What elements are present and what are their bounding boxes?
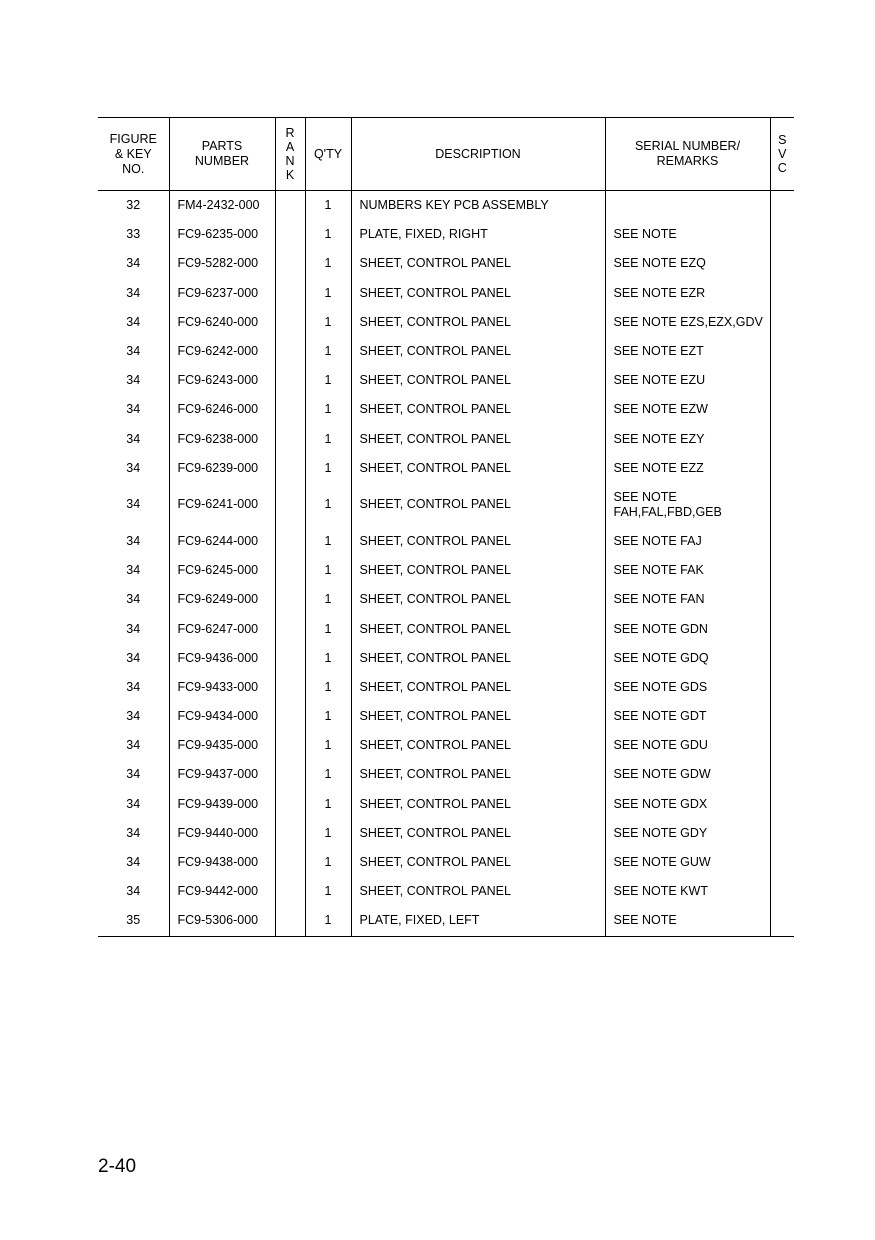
svc-cell xyxy=(770,760,794,789)
qty-cell: 1 xyxy=(305,191,351,221)
table-row xyxy=(98,249,794,278)
table-row xyxy=(98,877,794,906)
figure-key-cell: 35 xyxy=(98,906,169,936)
figure-key-cell: 34 xyxy=(126,650,141,665)
remarks-line: SEE NOTE GDU xyxy=(613,738,708,753)
remarks-line: SEE NOTE xyxy=(613,489,677,504)
rank-cell xyxy=(275,790,305,819)
remarks-cell xyxy=(605,877,770,906)
figure-key-cell: 34 xyxy=(126,855,141,870)
table-row xyxy=(98,614,794,643)
figure-key-cell: 34 xyxy=(126,825,141,840)
header-line: & KEY xyxy=(114,146,152,161)
remarks-line: SEE NOTE EZR xyxy=(613,285,706,300)
description-cell: SHEET, CONTROL PANEL xyxy=(351,585,605,614)
rank-cell xyxy=(275,819,305,848)
remarks-cell xyxy=(605,527,770,556)
figure-key-cell: 34 xyxy=(126,884,141,899)
description-cell: SHEET, CONTROL PANEL xyxy=(351,614,605,643)
svc-cell xyxy=(770,848,794,877)
part-number-cell: FC9-9442-000 xyxy=(169,877,275,906)
table-row xyxy=(98,673,794,702)
qty-cell: 1 xyxy=(305,366,351,395)
figure-key-cell: 34 xyxy=(126,344,141,359)
remarks-line: SEE NOTE GDN xyxy=(613,621,708,636)
qty-cell: 1 xyxy=(305,585,351,614)
table-row xyxy=(98,644,794,673)
remarks-line: SEE NOTE GDS xyxy=(613,679,708,694)
part-number-cell: FC9-6246-000 xyxy=(169,395,275,424)
remarks-line: SEE NOTE xyxy=(613,227,677,242)
remarks-cell xyxy=(605,644,770,673)
svc-cell xyxy=(770,191,794,221)
remarks-cell xyxy=(605,760,770,789)
header-serial-remarks xyxy=(605,118,770,191)
header-svc xyxy=(770,118,794,191)
svc-cell xyxy=(770,279,794,308)
rank-cell xyxy=(275,191,305,221)
description-cell: SHEET, CONTROL PANEL xyxy=(351,249,605,278)
table-row xyxy=(98,454,794,483)
figure-key-cell: 34 xyxy=(126,373,141,388)
table-header xyxy=(98,118,794,191)
figure-key-cell: 34 xyxy=(126,621,141,636)
remarks-line: SEE NOTE EZU xyxy=(613,373,706,388)
header-line: A xyxy=(285,140,295,154)
remarks-line: SEE NOTE EZS,EZX,GDV xyxy=(613,314,763,329)
table-row xyxy=(98,760,794,789)
part-number-cell: FC9-9435-000 xyxy=(169,731,275,760)
header-line: S xyxy=(778,133,787,147)
remarks-line: SEE NOTE EZZ xyxy=(613,460,704,475)
rank-cell xyxy=(275,848,305,877)
part-number-cell: FC9-6238-000 xyxy=(169,425,275,454)
description-cell: SHEET, CONTROL PANEL xyxy=(351,366,605,395)
table-row xyxy=(98,731,794,760)
remarks-cell xyxy=(605,425,770,454)
remarks-line: SEE NOTE GDY xyxy=(613,825,708,840)
description-cell: SHEET, CONTROL PANEL xyxy=(351,644,605,673)
qty-cell: 1 xyxy=(305,556,351,585)
header-line: FIGURE xyxy=(109,131,157,146)
remarks-cell xyxy=(605,366,770,395)
figure-key-cell: 34 xyxy=(126,738,141,753)
svc-cell xyxy=(770,483,794,527)
svc-cell xyxy=(770,644,794,673)
figure-key-cell: 34 xyxy=(126,402,141,417)
remarks-cell xyxy=(605,483,770,527)
remarks-cell xyxy=(605,585,770,614)
part-number-cell: FC9-9433-000 xyxy=(169,673,275,702)
table-row xyxy=(98,220,794,249)
part-number-cell: FC9-6244-000 xyxy=(169,527,275,556)
description-cell: SHEET, CONTROL PANEL xyxy=(351,279,605,308)
rank-cell xyxy=(275,425,305,454)
description-cell: SHEET, CONTROL PANEL xyxy=(351,702,605,731)
table-row xyxy=(98,848,794,877)
part-number-cell: FC9-6240-000 xyxy=(169,308,275,337)
header-parts-number xyxy=(169,118,275,191)
svc-cell xyxy=(770,585,794,614)
header-qty: Q'TY xyxy=(305,118,351,191)
remarks-line: SEE NOTE FAN xyxy=(613,592,705,607)
header-line: R xyxy=(285,126,295,140)
table-row xyxy=(98,425,794,454)
remarks-cell xyxy=(605,906,770,936)
svc-cell xyxy=(770,527,794,556)
part-number-cell: FC9-5282-000 xyxy=(169,249,275,278)
table-row xyxy=(98,279,794,308)
figure-key-cell: 34 xyxy=(126,256,141,271)
qty-cell: 1 xyxy=(305,337,351,366)
header-line: PARTS xyxy=(201,139,243,153)
svc-cell xyxy=(770,673,794,702)
figure-key-cell: 34 xyxy=(126,563,141,578)
qty-cell: 1 xyxy=(305,819,351,848)
qty-cell: 1 xyxy=(305,702,351,731)
description-cell: SHEET, CONTROL PANEL xyxy=(351,760,605,789)
rank-cell xyxy=(275,644,305,673)
rank-cell xyxy=(275,614,305,643)
qty-cell: 1 xyxy=(305,760,351,789)
description-cell: SHEET, CONTROL PANEL xyxy=(351,790,605,819)
rank-cell xyxy=(275,906,305,936)
table-row xyxy=(98,308,794,337)
qty-cell: 1 xyxy=(305,673,351,702)
table-row xyxy=(98,556,794,585)
figure-key-cell: 34 xyxy=(126,679,141,694)
svc-cell xyxy=(770,906,794,936)
remarks-cell xyxy=(605,731,770,760)
qty-cell: 1 xyxy=(305,731,351,760)
header-row xyxy=(98,118,794,191)
description-cell: SHEET, CONTROL PANEL xyxy=(351,395,605,424)
remarks-cell xyxy=(605,556,770,585)
page-number: 2-40 xyxy=(98,1156,137,1177)
remarks-cell xyxy=(605,249,770,278)
remarks-line: SEE NOTE xyxy=(613,913,677,928)
qty-cell: 1 xyxy=(305,790,351,819)
svc-cell xyxy=(770,819,794,848)
figure-key-cell: 34 xyxy=(126,460,141,475)
table-row xyxy=(98,790,794,819)
figure-key-cell: 34 xyxy=(126,431,141,446)
figure-key-cell: 34 xyxy=(126,767,141,782)
figure-key-cell: 34 xyxy=(126,709,141,724)
description-cell: SHEET, CONTROL PANEL xyxy=(351,848,605,877)
description-cell: SHEET, CONTROL PANEL xyxy=(351,527,605,556)
description-cell: PLATE, FIXED, LEFT xyxy=(351,906,605,936)
figure-key-cell: 34 xyxy=(126,497,141,512)
part-number-cell: FC9-9439-000 xyxy=(169,790,275,819)
table-row xyxy=(98,819,794,848)
description-cell: PLATE, FIXED, RIGHT xyxy=(351,220,605,249)
header-description: DESCRIPTION xyxy=(351,118,605,191)
qty-cell: 1 xyxy=(305,425,351,454)
remarks-line: SEE NOTE FAJ xyxy=(613,533,702,548)
rank-cell xyxy=(275,337,305,366)
part-number-cell: FC9-6241-000 xyxy=(169,483,275,527)
part-number-cell: FC9-9434-000 xyxy=(169,702,275,731)
description-cell: SHEET, CONTROL PANEL xyxy=(351,483,605,527)
description-cell: SHEET, CONTROL PANEL xyxy=(351,337,605,366)
rank-cell xyxy=(275,556,305,585)
svc-cell xyxy=(770,702,794,731)
svc-cell xyxy=(770,366,794,395)
description-cell: SHEET, CONTROL PANEL xyxy=(351,454,605,483)
svc-cell xyxy=(770,614,794,643)
figure-key-cell: 33 xyxy=(126,227,141,242)
remarks-cell xyxy=(605,819,770,848)
remarks-cell xyxy=(605,308,770,337)
remarks-line: SEE NOTE EZQ xyxy=(613,256,706,271)
header-line: C xyxy=(777,161,787,175)
rank-cell xyxy=(275,585,305,614)
remarks-cell xyxy=(605,337,770,366)
remarks-line: SEE NOTE GDW xyxy=(613,767,711,782)
qty-cell: 1 xyxy=(305,848,351,877)
description-cell: SHEET, CONTROL PANEL xyxy=(351,556,605,585)
header-rank xyxy=(275,118,305,191)
table-row xyxy=(98,585,794,614)
header-line: SERIAL NUMBER/ xyxy=(634,139,741,153)
remarks-line: SEE NOTE FAK xyxy=(613,563,704,578)
remarks-cell xyxy=(605,279,770,308)
part-number-cell: FC9-9440-000 xyxy=(169,819,275,848)
qty-cell: 1 xyxy=(305,483,351,527)
parts-table xyxy=(98,117,794,937)
qty-cell: 1 xyxy=(305,527,351,556)
header-line: N xyxy=(285,154,295,168)
table-body xyxy=(98,191,794,937)
figure-key-cell: 34 xyxy=(126,314,141,329)
qty-cell: 1 xyxy=(305,220,351,249)
rank-cell xyxy=(275,220,305,249)
part-number-cell: FC9-6243-000 xyxy=(169,366,275,395)
description-cell: SHEET, CONTROL PANEL xyxy=(351,877,605,906)
qty-cell: 1 xyxy=(305,308,351,337)
part-number-cell: FC9-6239-000 xyxy=(169,454,275,483)
figure-key-cell: 34 xyxy=(126,285,141,300)
remarks-cell xyxy=(605,220,770,249)
qty-cell: 1 xyxy=(305,249,351,278)
remarks-line: SEE NOTE EZW xyxy=(613,402,708,417)
rank-cell xyxy=(275,454,305,483)
figure-key-cell: 34 xyxy=(126,533,141,548)
qty-cell: 1 xyxy=(305,614,351,643)
description-cell: NUMBERS KEY PCB ASSEMBLY xyxy=(351,191,605,221)
part-number-cell: FC9-9436-000 xyxy=(169,644,275,673)
remarks-line: SEE NOTE GDX xyxy=(613,796,708,811)
part-number-cell: FC9-6242-000 xyxy=(169,337,275,366)
part-number-cell: FC9-9437-000 xyxy=(169,760,275,789)
part-number-cell: FC9-6237-000 xyxy=(169,279,275,308)
header-figure-key-no xyxy=(98,118,169,191)
svc-cell xyxy=(770,790,794,819)
remarks-cell xyxy=(605,614,770,643)
qty-cell: 1 xyxy=(305,279,351,308)
header-line: REMARKS xyxy=(656,154,719,168)
table-row xyxy=(98,395,794,424)
rank-cell xyxy=(275,731,305,760)
remarks-cell xyxy=(605,454,770,483)
figure-key-cell: 34 xyxy=(126,796,141,811)
svc-cell xyxy=(770,337,794,366)
svc-cell xyxy=(770,395,794,424)
rank-cell xyxy=(275,760,305,789)
part-number-cell: FC9-6235-000 xyxy=(169,220,275,249)
remarks-line: SEE NOTE GDQ xyxy=(613,650,709,665)
qty-cell: 1 xyxy=(305,454,351,483)
svc-cell xyxy=(770,454,794,483)
svc-cell xyxy=(770,308,794,337)
description-cell: SHEET, CONTROL PANEL xyxy=(351,425,605,454)
svc-cell xyxy=(770,556,794,585)
svc-cell xyxy=(770,877,794,906)
header-line: NO. xyxy=(122,161,145,176)
rank-cell xyxy=(275,483,305,527)
remarks-line: SEE NOTE GDT xyxy=(613,709,707,724)
description-cell: SHEET, CONTROL PANEL xyxy=(351,731,605,760)
qty-cell: 1 xyxy=(305,877,351,906)
part-number-cell: FC9-6247-000 xyxy=(169,614,275,643)
table-row xyxy=(98,527,794,556)
remarks-line: SEE NOTE GUW xyxy=(613,855,711,870)
part-number-cell: FC9-6245-000 xyxy=(169,556,275,585)
header-line: V xyxy=(778,147,787,161)
rank-cell xyxy=(275,877,305,906)
description-cell: SHEET, CONTROL PANEL xyxy=(351,308,605,337)
table-row xyxy=(98,483,794,527)
part-number-cell: FC9-5306-000 xyxy=(169,906,275,936)
remarks-cell xyxy=(605,191,770,221)
part-number-cell: FC9-6249-000 xyxy=(169,585,275,614)
rank-cell xyxy=(275,308,305,337)
qty-cell: 1 xyxy=(305,644,351,673)
remarks-cell xyxy=(605,790,770,819)
svc-cell xyxy=(770,731,794,760)
remarks-cell xyxy=(605,702,770,731)
description-cell: SHEET, CONTROL PANEL xyxy=(351,819,605,848)
rank-cell xyxy=(275,395,305,424)
remarks-line: FAH,FAL,FBD,GEB xyxy=(613,504,722,519)
table-row xyxy=(98,906,794,936)
qty-cell: 1 xyxy=(305,395,351,424)
svc-cell xyxy=(770,249,794,278)
table-row xyxy=(98,191,794,221)
header-line: NUMBER xyxy=(194,154,250,168)
remarks-line: SEE NOTE KWT xyxy=(613,884,708,899)
figure-key-cell: 34 xyxy=(126,592,141,607)
rank-cell xyxy=(275,527,305,556)
qty-cell: 1 xyxy=(305,906,351,936)
remarks-cell xyxy=(605,848,770,877)
header-line: K xyxy=(285,168,295,182)
part-number-cell: FC9-9438-000 xyxy=(169,848,275,877)
rank-cell xyxy=(275,366,305,395)
rank-cell xyxy=(275,249,305,278)
figure-key-cell: 32 xyxy=(126,198,141,213)
rank-cell xyxy=(275,279,305,308)
rank-cell xyxy=(275,702,305,731)
part-number-cell: FM4-2432-000 xyxy=(169,191,275,221)
remarks-line: SEE NOTE EZY xyxy=(613,431,705,446)
table-row xyxy=(98,337,794,366)
table-row xyxy=(98,366,794,395)
remarks-cell xyxy=(605,673,770,702)
svc-cell xyxy=(770,425,794,454)
remarks-line: SEE NOTE EZT xyxy=(613,344,704,359)
remarks-cell xyxy=(605,395,770,424)
svc-cell xyxy=(770,220,794,249)
rank-cell xyxy=(275,673,305,702)
description-cell: SHEET, CONTROL PANEL xyxy=(351,673,605,702)
table-row xyxy=(98,702,794,731)
